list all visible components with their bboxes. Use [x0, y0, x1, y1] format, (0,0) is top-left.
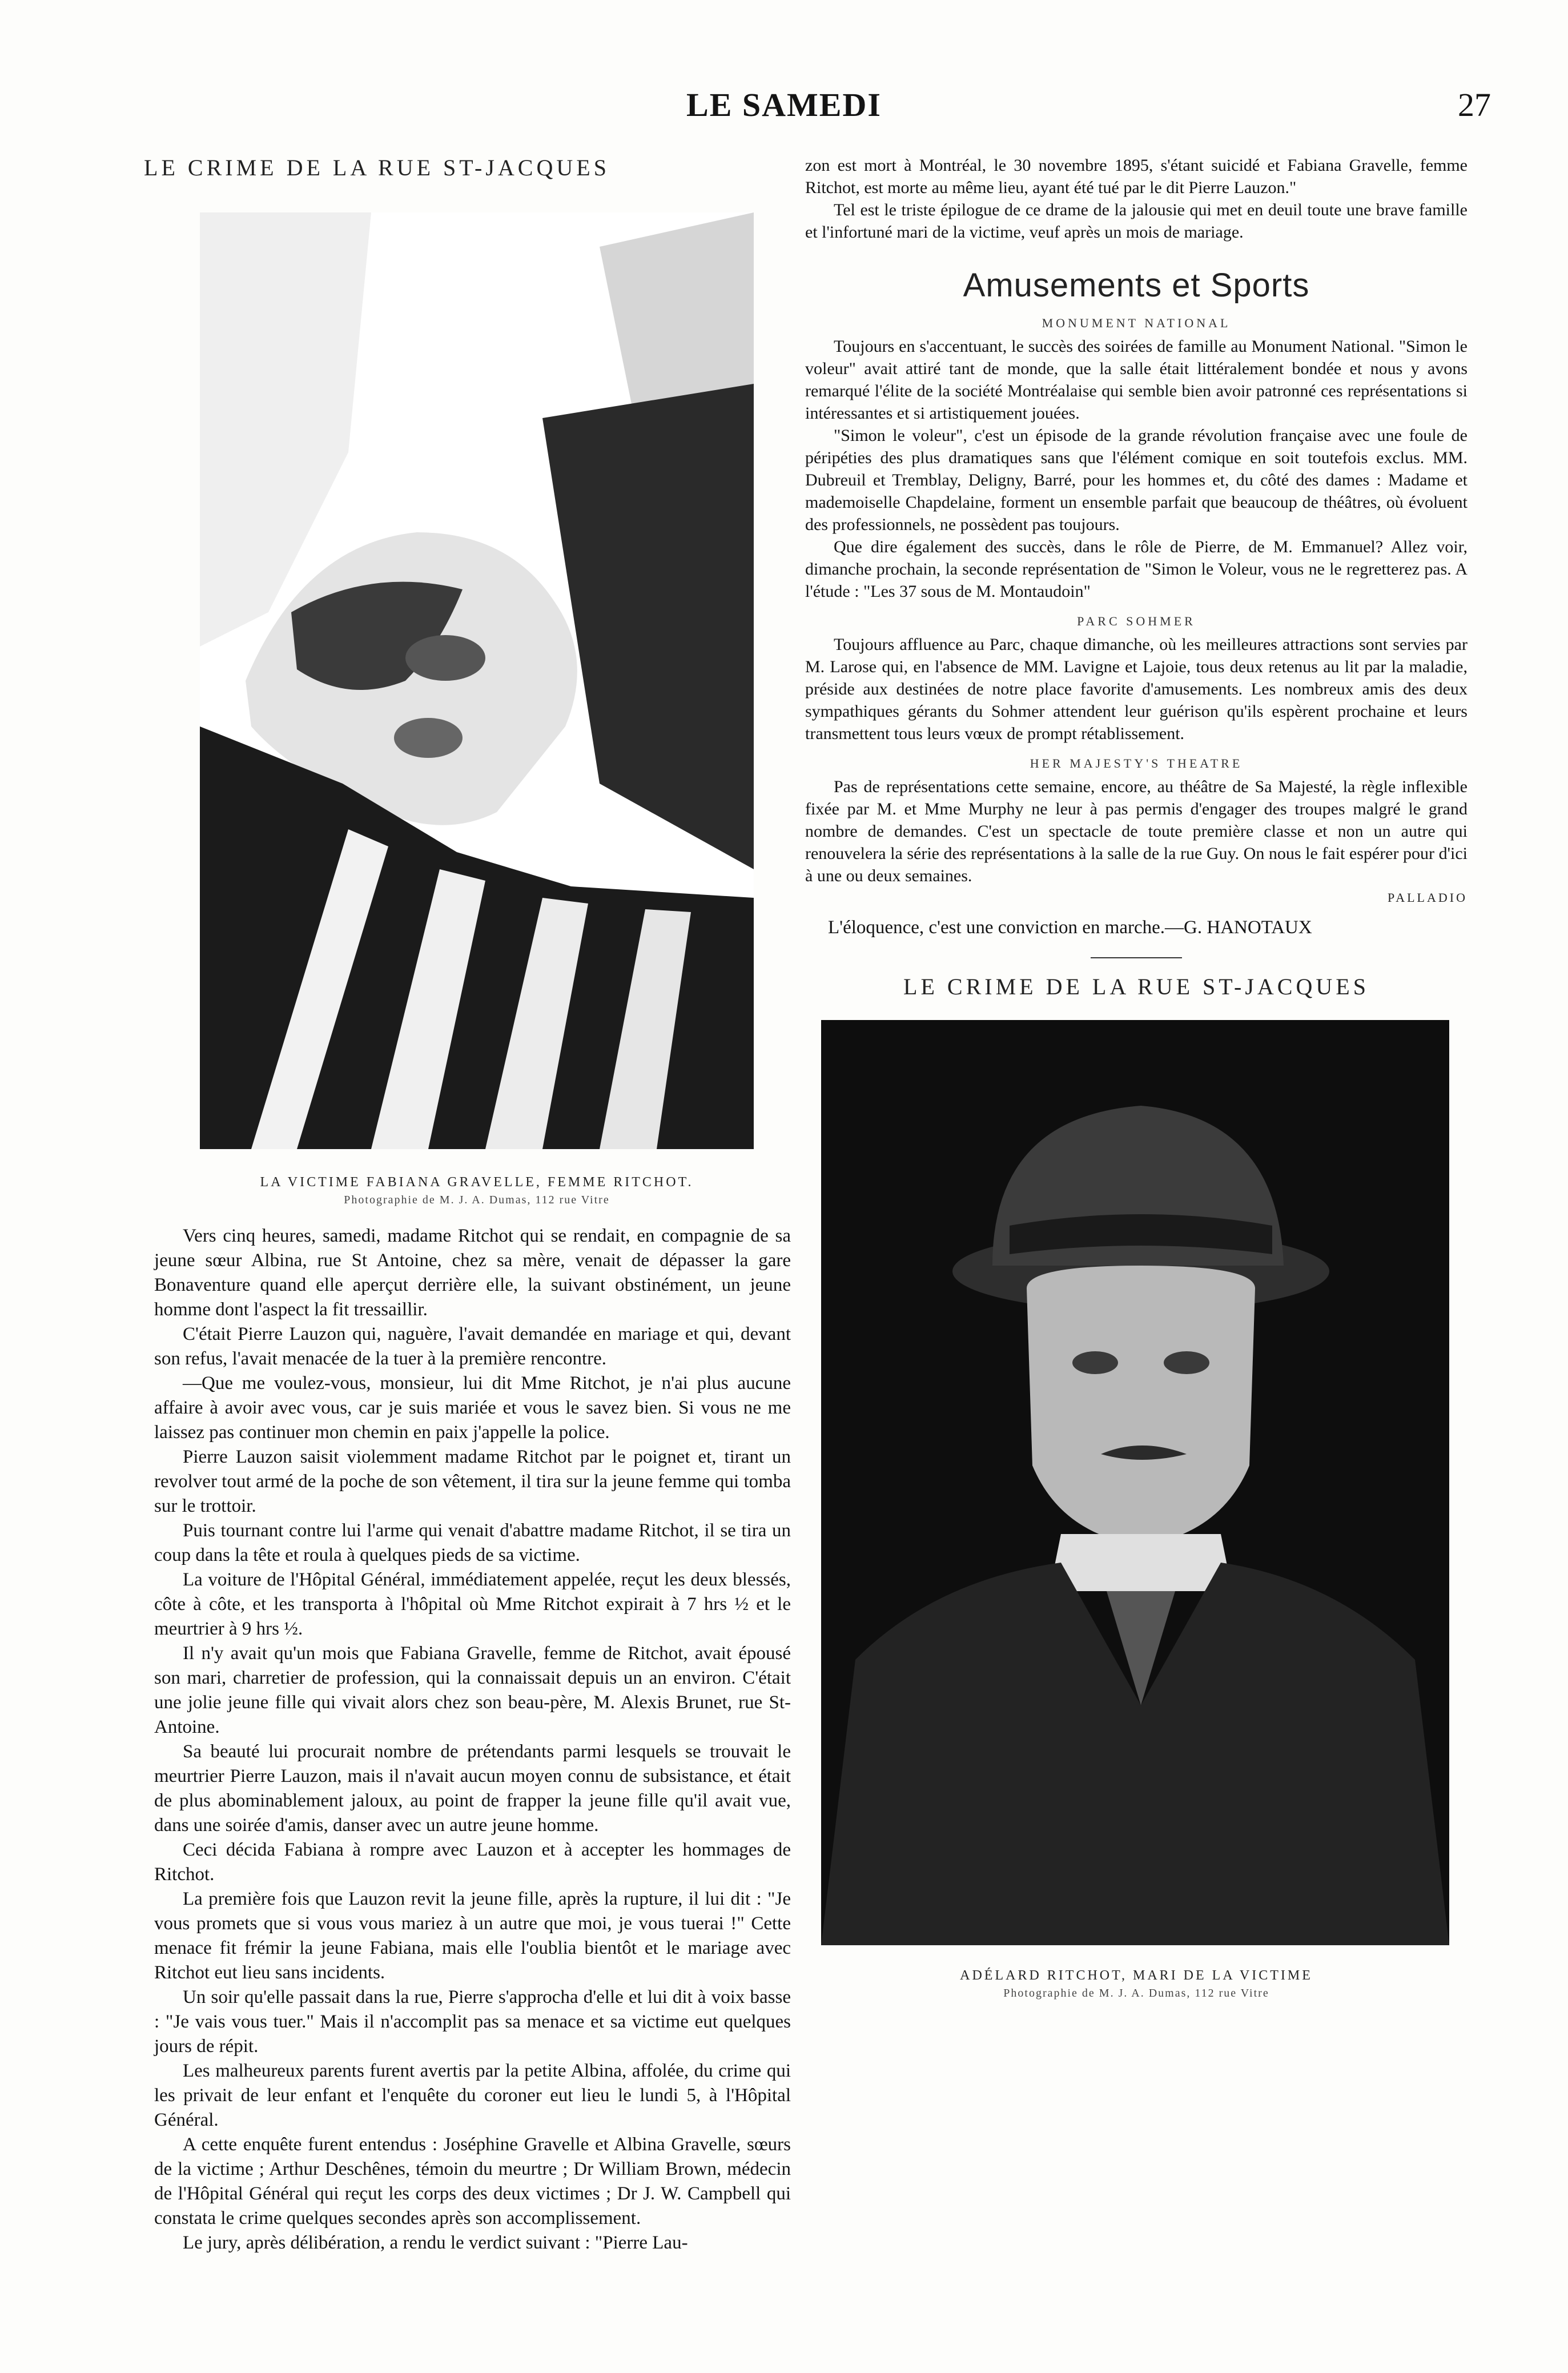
husband-photo-image — [821, 1020, 1449, 1945]
article-title: LE CRIME DE LA RUE ST-JACQUES — [144, 155, 610, 180]
left-column — [144, 154, 791, 2255]
victim-photo-caption: LA VICTIME FABIANA GRAVELLE, FEMME RITCHOT. — [260, 1175, 694, 1190]
article-paragraph: Le jury, après délibération, a rendu le verdict suivant : "Pierre Lau- — [183, 2233, 688, 2253]
section-paragraph: Pas de représentations cette semaine, encore, au théâtre de Sa Majesté, la règle inflexible fixée par M. et Mme Murphy ne leur à pas permis d'engager des troupes malgré le grand nombre de demandes. C'est un spectacle de toute première classe et non un autre qui renouvelera la série des représentations à la salle de la rue Guy. On nous le fait espérer pour d'ici à une ou deux semaines. — [805, 777, 1468, 885]
husband-photo-caption: ADÉLARD RITCHOT, MARI DE LA VICTIME — [960, 1968, 1313, 1983]
right-column — [805, 154, 1468, 2000]
article-epilogue: Tel est le triste épilogue de ce drame de la jalousie qui met en deuil toute une brave famille et l'infortuné mari de la victime, veuf après un mois de mariage. — [805, 200, 1468, 242]
article-body — [154, 1224, 791, 2255]
quotation: L'éloquence, c'est une conviction en marche.—G. HANOTAUX — [828, 917, 1312, 938]
section-heading: MONUMENT NATIONAL — [1042, 316, 1231, 330]
article-paragraph: La voiture de l'Hôpital Général, immédiatement appelée, reçut les deux blessés, côte à côte, et les transporta à l'hôpital où Mme Ritchot expirait à 7 hrs ½ et le meurtrier à 9 hrs ½. — [154, 1569, 791, 1639]
article-paragraph: Puis tournant contre lui l'arme qui venait d'abattre madame Ritchot, il se tira un coup dans la tête et roula à quelques pieds de sa victime. — [154, 1520, 791, 1565]
article-paragraph: Vers cinq heures, samedi, madame Ritchot qui se rendait, en compagnie de sa jeune sœur Albina, rue St Antoine, chez sa mère, venait de dépasser la gare Bonaventure quand elle aperçut derrière elle, la suivant obstinément, un jeune homme dont l'aspect la fit tressaillir. — [154, 1226, 791, 1320]
article-continuation: zon est mort à Montréal, le 30 novembre 1895, s'étant suicidé et Fabiana Gravelle, femme Ritchot, est morte au même lieu, ayant été tué par le dit Pierre Lauzon." — [805, 156, 1468, 197]
section-paragraph: Toujours affluence au Parc, chaque dimanche, où les meilleures attractions sont servies par M. Larose qui, en l'absence de MM. Lavigne et Lajoie, tous deux retenus au lit par la maladie, préside aux destinées de notre place favorite d'amusements. Les nombreux amis des deux sympathiques gérants du Sohmer attendent leur guérison qu'ils espèrent prochaine et leurs transmettent tous leurs vœux de prompt rétablissement. — [805, 635, 1468, 743]
running-head — [0, 86, 1568, 131]
victim-photo-image — [200, 212, 754, 1149]
article-paragraph: Pierre Lauzon saisit violemment madame Ritchot par le poignet et, tirant un revolver tout armé de la poche de son vêtement, il tira sur la jeune femme qui tomba sur le trottoir. — [154, 1447, 791, 1516]
article-paragraph: Les malheureux parents furent avertis par la petite Albina, affolée, du crime qui les privait de leur enfant et l'enquête du coroner eut lieu le lundi 5, à l'Hôpital Général. — [154, 2061, 791, 2130]
article-paragraph: Il n'y avait qu'un mois que Fabiana Gravelle, femme de Ritchot, avait épousé son mari, charretier de profession, qui la connaissait depuis un an environ. C'était une jolie jeune fille qui vivait alors chez son beau-père, M. Alexis Brunet, rue St-Antoine. — [154, 1643, 791, 1737]
page-number: 27 — [1458, 86, 1491, 123]
sports-title: Amusements et Sports — [963, 267, 1310, 304]
section-heading: HER MAJESTY'S THEATRE — [1030, 756, 1243, 770]
article-paragraph: Ceci décida Fabiana à rompre avec Lauzon et à accepter les hommages de Ritchot. — [154, 1840, 791, 1885]
section-paragraph: Que dire également des succès, dans le rôle de Pierre, de M. Emmanuel? Allez voir, dimanche prochain, la seconde représentation de "Simon le Voleur, vous ne le regretterez pas. A l'étude : "Les 37 sous de M. Montaudoin" — [805, 537, 1468, 601]
husband-photo — [821, 1020, 1449, 1945]
article-paragraph: C'était Pierre Lauzon qui, naguère, l'avait demandée en mariage et qui, devant son refus, l'avait menacée de la tuer à la première rencontre. — [154, 1324, 791, 1369]
article-signature: PALLADIO — [1388, 890, 1468, 905]
section-paragraph: Toujours en s'accentuant, le succès des soirées de famille au Monument National. "Simon le voleur" avait attiré tant de monde, que la salle était littéralement bondée et nous y avons remarqué l'élite de la société Montréalaise qui semble bien avoir patronné ces représentations si intéressantes et si artistiquement jouées. — [805, 337, 1468, 423]
article-paragraph: Sa beauté lui procurait nombre de prétendants parmi lesquels se trouvait le meurtrier Pierre Lauzon, mais il n'avait aucun moyen connu de subsistance, et était de plus abominablement jaloux, au point de frapper la jeune fille qu'il avait vue, dans une soirée d'amis, danser avec un autre jeune homme. — [154, 1741, 791, 1836]
second-article-title: LE CRIME DE LA RUE ST-JACQUES — [903, 974, 1369, 999]
section-heading: PARC SOHMER — [1077, 614, 1196, 628]
section-divider — [1091, 957, 1182, 958]
article-paragraph: —Que me voulez-vous, monsieur, lui dit Mme Ritchot, je n'ai plus aucune affaire à avoir avec vous, car je suis mariée et vous le savez bien. Si vous ne me laissez pas continuer mon chemin en paix j'appelle la police. — [154, 1373, 791, 1443]
article-paragraph: A cette enquête furent entendus : Joséphine Gravelle et Albina Gravelle, sœurs de la victime ; Arthur Deschênes, témoin du meurtre ; Dr William Brown, médecin de l'Hôpital Général qui reçut les corps des deux victimes ; Dr J. W. Campbell qui constata le crime quelques secondes après son accomplissement. — [154, 2134, 791, 2229]
article-paragraph: Un soir qu'elle passait dans la rue, Pierre s'approcha d'elle et lui dit à voix basse : "Je vais vous tuer." Mais il n'accomplit pas sa menace et sa victime eut quelques jours de répit. — [154, 1987, 791, 2057]
victim-photo-credit: Photographie de M. J. A. Dumas, 112 rue Vitre — [344, 1194, 610, 1206]
husband-photo-credit: Photographie de M. J. A. Dumas, 112 rue Vitre — [1003, 1987, 1269, 1999]
victim-photo — [200, 212, 754, 1149]
journal-name: LE SAMEDI — [686, 86, 882, 123]
section-paragraph: "Simon le voleur", c'est un épisode de la grande révolution française avec une foule de péripéties des plus dramatiques sans que l'élément comique en soit toutefois exclus. MM. Dubreuil et Tremblay, Deligny, Barré, pour les hommes et, du côté des dames : Madame et mademoiselle Chapdelaine, forment un ensemble parfait que beaucoup de théâtres, où évoluent des professionnels, ne possèdent pas toujours. — [805, 426, 1468, 534]
article-paragraph: La première fois que Lauzon revit la jeune fille, après la rupture, il lui dit : "Je vous promets que si vous vous mariez à un autre que moi, je vous tuerai !" Cette menace fit frémir la jeune Fabiana, mais elle l'oublia bientôt et le mariage avec Ritchot eut lieu sans incidents. — [154, 1889, 791, 1983]
